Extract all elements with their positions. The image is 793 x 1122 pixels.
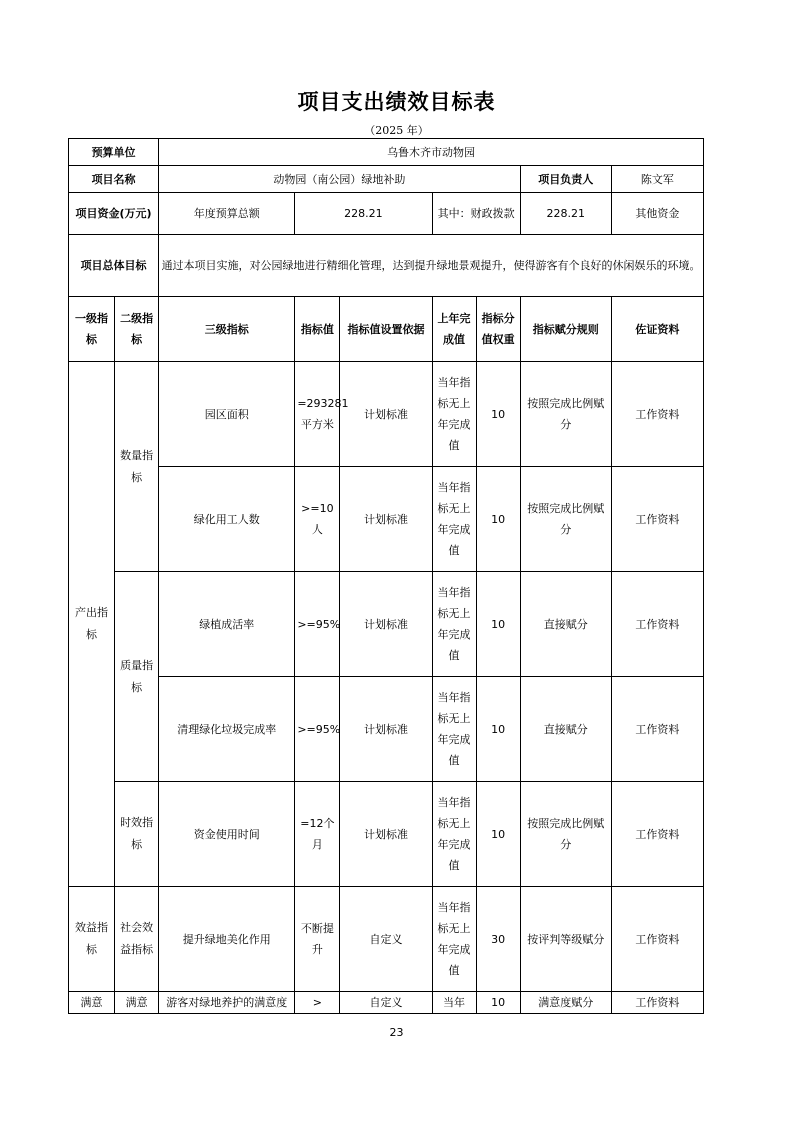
- project-leader-value: 陈文军: [611, 166, 703, 193]
- row-evidence: 工作资料: [611, 467, 703, 572]
- project-funds-label: 项目资金(万元): [69, 193, 159, 235]
- row-rule: 按照完成比例赋分: [520, 782, 611, 887]
- row-evidence: 工作资料: [611, 992, 703, 1014]
- row-name: 提升绿地美化作用: [159, 887, 295, 992]
- row-name: 园区面积: [159, 362, 295, 467]
- row-rule: 直接赋分: [520, 677, 611, 782]
- row-last-year: 当年指标无上年完成值: [432, 782, 476, 887]
- header-level2: 二级指标: [115, 297, 159, 362]
- row-basis: 计划标准: [340, 677, 432, 782]
- row-name: 资金使用时间: [159, 782, 295, 887]
- project-name-value: 动物园（南公园）绿地补助: [159, 166, 521, 193]
- row-last-year: 当年指标无上年完成值: [432, 467, 476, 572]
- row-rule: 按照完成比例赋分: [520, 467, 611, 572]
- row-weight: 10: [476, 992, 520, 1014]
- group-social: 社会效益指标: [115, 887, 159, 992]
- row-name: 绿化用工人数: [159, 467, 295, 572]
- row-name: 游客对绿地养护的满意度: [159, 992, 295, 1014]
- header-weight: 指标分值权重: [476, 297, 520, 362]
- row-weight: 10: [476, 572, 520, 677]
- row-last-year: 当年指标无上年完成值: [432, 887, 476, 992]
- row-basis: 自定义: [340, 887, 432, 992]
- fiscal-label: 其中：财政拨款: [432, 193, 520, 235]
- group-output: 产出指标: [69, 362, 115, 887]
- row-weight: 10: [476, 677, 520, 782]
- group-timeliness: 时效指标: [115, 782, 159, 887]
- row-basis: 自定义: [340, 992, 432, 1014]
- row-rule: 按评判等级赋分: [520, 887, 611, 992]
- row-evidence: 工作资料: [611, 782, 703, 887]
- annual-budget-label: 年度预算总额: [159, 193, 295, 235]
- fiscal-value: 228.21: [520, 193, 611, 235]
- page-title: 项目支出绩效目标表: [297, 90, 496, 114]
- header-rule: 指标赋分规则: [520, 297, 611, 362]
- row-value: =293281平方米: [295, 362, 340, 467]
- row-basis: 计划标准: [340, 467, 432, 572]
- row-evidence: 工作资料: [611, 677, 703, 782]
- row-evidence: 工作资料: [611, 572, 703, 677]
- budget-unit-label: 预算单位: [69, 139, 159, 166]
- project-leader-label: 项目负责人: [520, 166, 611, 193]
- row-basis: 计划标准: [340, 362, 432, 467]
- row-rule: 满意度赋分: [520, 992, 611, 1014]
- year-label: （2025 年）: [364, 124, 429, 137]
- group-quantity: 数量指标: [115, 362, 159, 572]
- row-weight: 10: [476, 467, 520, 572]
- row-last-year: 当年指标无上年完成值: [432, 677, 476, 782]
- overall-goal-label: 项目总体目标: [69, 235, 159, 297]
- group-satisfaction-1: 满意: [69, 992, 115, 1014]
- header-value: 指标值: [295, 297, 340, 362]
- row-rule: 按照完成比例赋分: [520, 362, 611, 467]
- row-basis: 计划标准: [340, 782, 432, 887]
- group-satisfaction-2: 满意: [115, 992, 159, 1014]
- group-benefit: 效益指标: [69, 887, 115, 992]
- row-value: >=95%: [295, 572, 340, 677]
- row-weight: 10: [476, 782, 520, 887]
- row-name: 绿植成活率: [159, 572, 295, 677]
- row-value: =12个月: [295, 782, 340, 887]
- row-value: >: [295, 992, 340, 1014]
- header-level1: 一级指标: [69, 297, 115, 362]
- header-basis: 指标值设置依据: [340, 297, 432, 362]
- row-value: >=10人: [295, 467, 340, 572]
- row-rule: 直接赋分: [520, 572, 611, 677]
- header-evidence: 佐证资料: [611, 297, 703, 362]
- performance-table: [68, 138, 704, 1014]
- annual-budget-value: 228.21: [295, 193, 432, 235]
- overall-goal-text: 通过本项目实施，对公园绿地进行精细化管理，达到提升绿地景观提升，使得游客有个良好的休闲娱乐的环境。: [159, 235, 704, 297]
- row-weight: 30: [476, 887, 520, 992]
- group-quality: 质量指标: [115, 572, 159, 782]
- other-funds-label: 其他资金: [611, 193, 703, 235]
- budget-unit-value: 乌鲁木齐市动物园: [159, 139, 704, 166]
- row-last-year: 当年: [432, 992, 476, 1014]
- header-last-year: 上年完成值: [432, 297, 476, 362]
- project-name-label: 项目名称: [69, 166, 159, 193]
- row-last-year: 当年指标无上年完成值: [432, 362, 476, 467]
- row-evidence: 工作资料: [611, 887, 703, 992]
- row-basis: 计划标准: [340, 572, 432, 677]
- row-last-year: 当年指标无上年完成值: [432, 572, 476, 677]
- page-number: 23: [389, 1026, 404, 1039]
- row-weight: 10: [476, 362, 520, 467]
- header-level3: 三级指标: [159, 297, 295, 362]
- row-value: 不断提升: [295, 887, 340, 992]
- row-value: >=95%: [295, 677, 340, 782]
- row-evidence: 工作资料: [611, 362, 703, 467]
- row-name: 清理绿化垃圾完成率: [159, 677, 295, 782]
